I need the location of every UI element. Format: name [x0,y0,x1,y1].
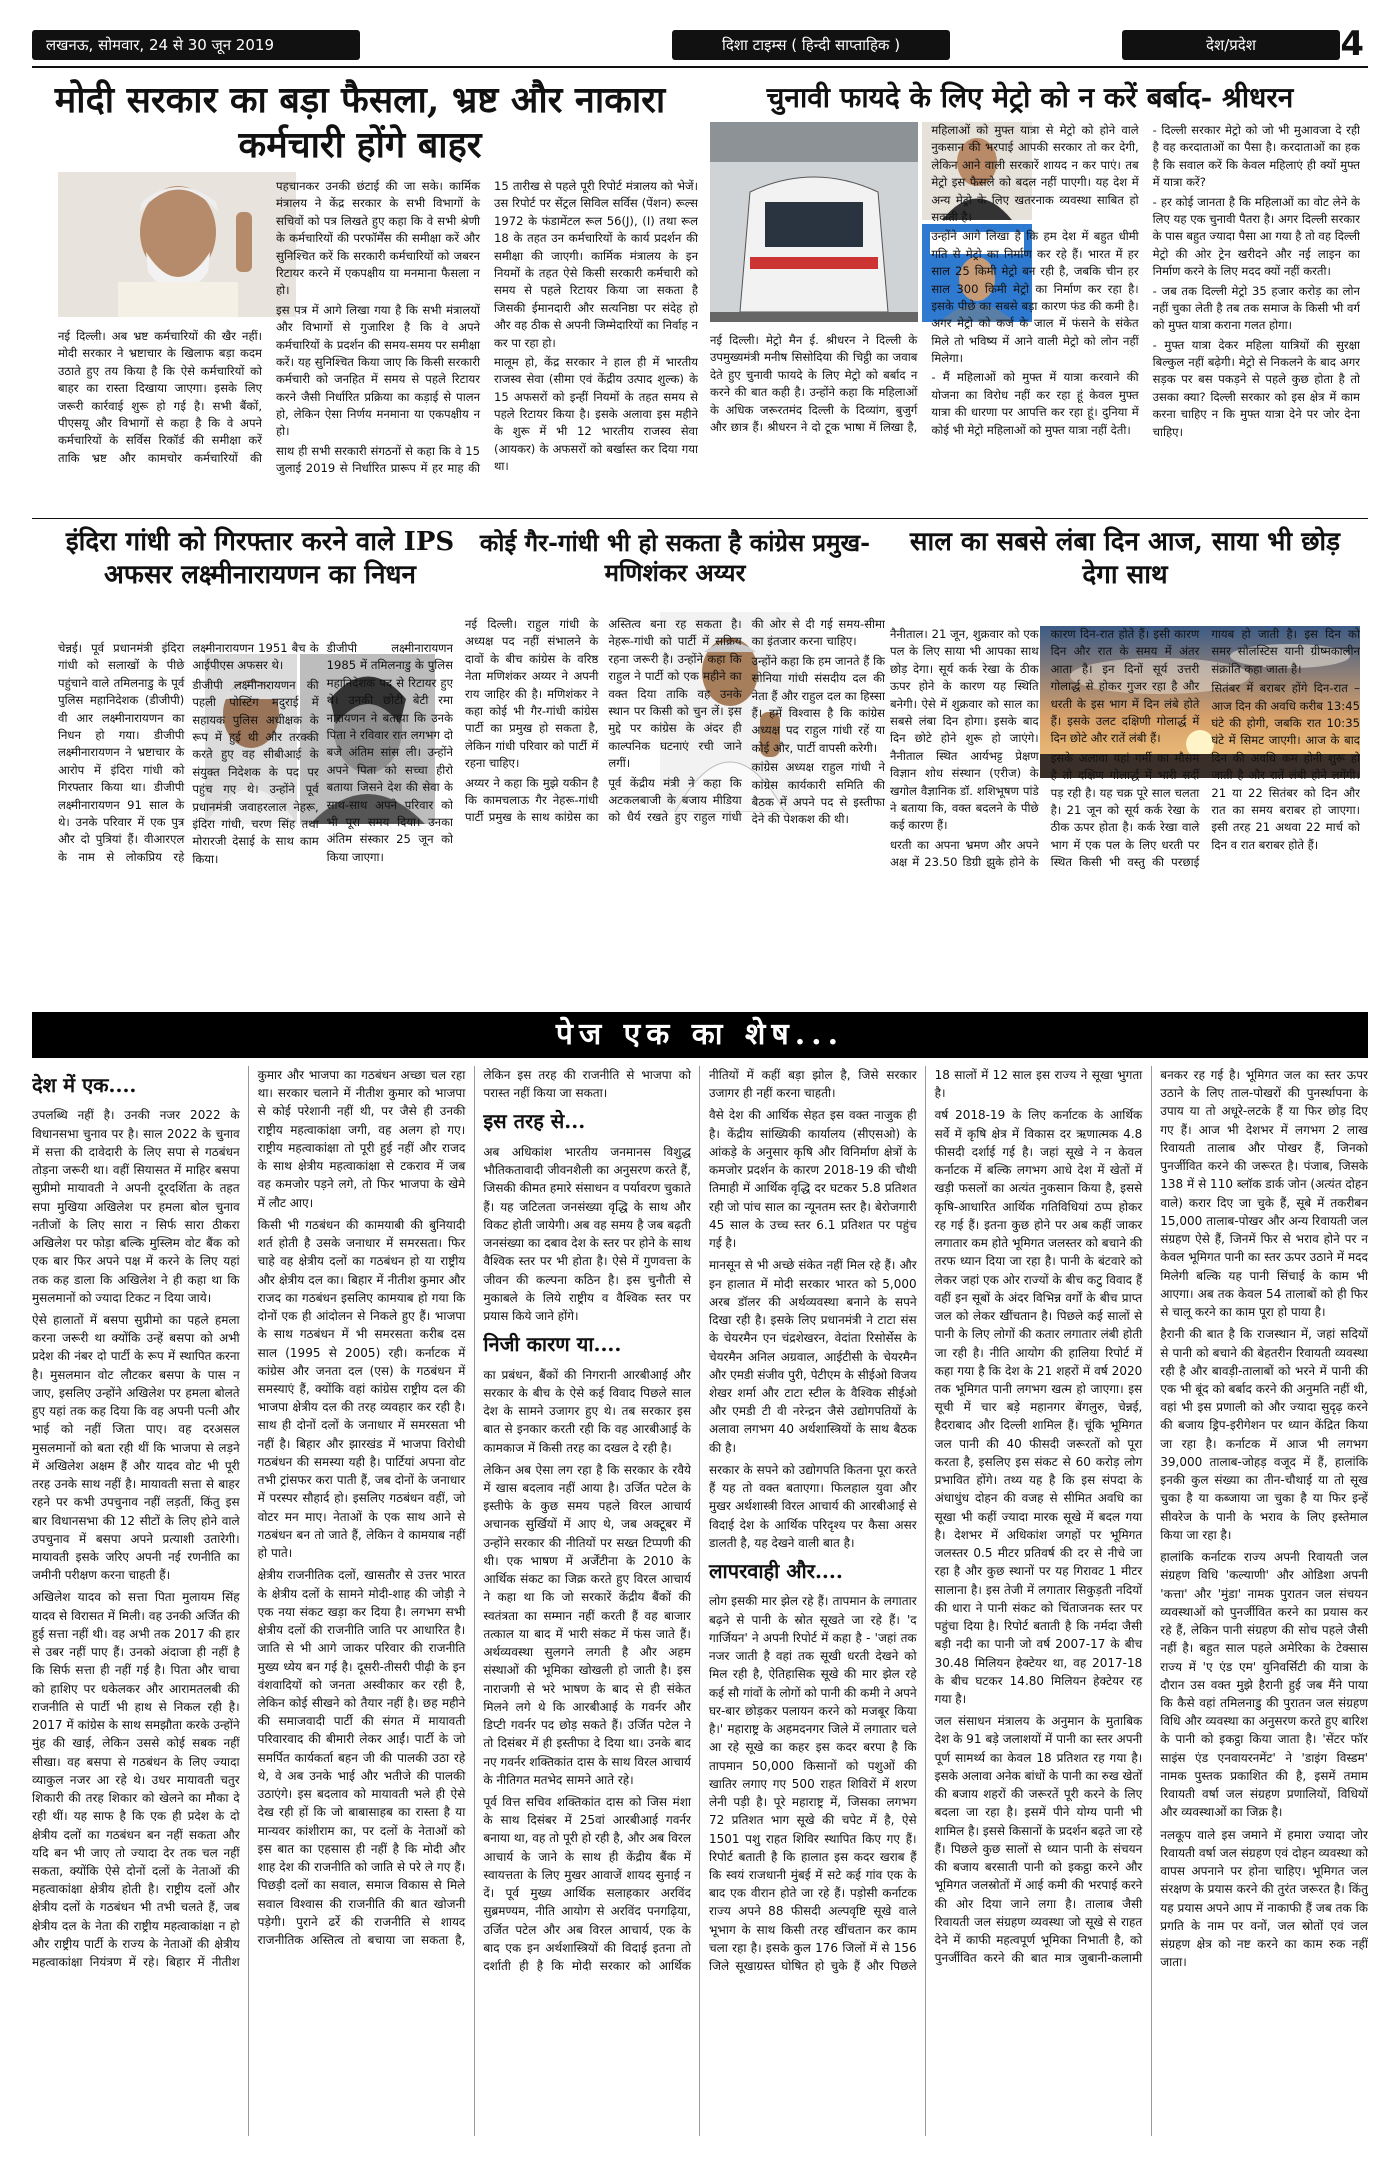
story5-para: धरती का अपना भ्रमण और अपने अक्ष में 23.50 डिग्री झुके होने के कारण दिन-रात होते हैं। इसी कारण दिन और रात के समय में अंतर आता है। इन दिनों सूर्य उत्तरी गोलार्द्ध से होकर गुजर रहा है और धरती के इस भाग में दिन लंबे होते हैं। इसके उलट दक्षिणी गोलार्द्ध में दिन छोटे और रातें लंबी हैं। [890,627,1200,870]
story2-para: - हर कोई जानता है कि महिलाओं का वोट लेने के लिए यह एक चुनावी पैतरा है। अगर दिल्ली सरकार के पास बहुत ज्यादा पैसा आ गया है तो वह दिल्ली मेट्रो की ओर ट्रेन खरीदने और नई लाइन का निर्माण करने के लिए मदद क्यों नहीं करती। [1152,194,1360,279]
desh-para: उपलब्धि नहीं है। उनकी नजर 2022 के विधानसभा चुनाव पर है। साल 2022 के चुनाव में सत्ता की दावेदारी के लिए सपा से गठबंधन तोड़ना जरूरी था। वहीं सियासत में माहिर बसपा सुप्रीमो मायावती ने अपनी दूरदर्शिता के तहत सपा मुखिया अखिलेश पर हमला बोल चुनाव नतीजों के लिए सारा न सिर्फ सारा ठीकरा अखिलेश पर फोड़ा बल्कि मुस्लिम वोट बैंक को एक बार फिर अपने पक्ष में करने के लिए यहां तक कह डाला कि अखिलेश ने ही कहा था कि मुसलमानों को ज्यादा टिकट न दिया जाये। [32,1108,240,1305]
story1-para: मालूम हो, केंद्र सरकार ने हाल ही में भारतीय राजस्व सेवा (सीमा एवं केंद्रीय उत्पाद शुल्क) के 15 अफसरों को इन्हीं नियमों के तहत समय से पहले रिटायर किया है। इसके अलावा इस महीने के शुरू में भी 12 भारतीय राजस्व सेवा (आयकर) के अफसरों को बर्खास्त कर दिया गया था। [494,354,698,474]
desh-heading: देश में एक.... [32,1073,137,1097]
story5-body [890,626,1360,1004]
story4-para: कांग्रेस अध्यक्ष राहुल गांधी ने कांग्रेस कार्यकारी समिति की बैठक में अपने पद से इस्तीफा देने की पेशकश की थी। [751,760,885,827]
story4-para: पूर्व केंद्रीय मंत्री ने कहा कि अटकलबाजी के बजाय मीडिया को धैर्य रखते हुए राहुल गांधी की ओर से दी गई समय-सीमा का इंतजार करना चाहिए। [608,617,885,825]
story4-para: अय्यर ने कहा कि मुझे यकीन है कि कामचलाऊ गैर नेहरू-गांधी पार्टी प्रमुख के साथ कांग्रेस का अस्तित्व बना रह सकता है। नेहरू-गांधी को पार्टी में सक्रिय रहना जरूरी है। उन्होंने कहा कि राहुल ने पार्टी को एक महीने का वक्त दिया ताकि वह उनके स्थान पर किसी को चुन लें। इस मुद्दे पर कांग्रेस के अंदर ही काल्पनिक घटनाएं रची जाने लगीं। [465,617,742,825]
continued-stories [32,1066,1368,2136]
story2-headline: चुनावी फायदे के लिए मेट्रो को न करें बर्बाद- श्रीधरन [766,81,1294,114]
iss-tarah-heading: इस तरह से... [483,1109,586,1134]
niji-heading: निजी कारण या.... [483,1332,622,1357]
laparwahi-heading: लापरवाही और.... [708,1559,843,1584]
niji-para: का प्रबंधन, बैंकों की निगरानी आरबीआई और सरकार के बीच के ऐसे कई विवाद पिछले साल देश के सामने उजागर हुए थे। तब सरकार इस बात से इनकार करती रही कि वह आरबीआई के कामकाज में किसी तरह का दखल दे रही है। [483,1367,691,1455]
laparwahi-para: लोग इसकी मार झेल रहे हैं। तापमान के लगातार बढ़ने से पानी के स्रोत सूखते जा रहे हैं। 'द गार्जियन' ने अपनी रिपोर्ट में कहा है - 'जहां तक नजर जाती है वहां तक सूखी धरती देखने को मिल रही है, ऐतिहासिक सूखे की मार झेल रहे कई सौ गांवों के लोगों को पानी की कमी ने अपने घर-बार छोड़कर पलायन करने को मजबूर किया है।' महाराष्ट्र के अहमदनगर जिले में लगातार चले आ रहे सूखे का कहर इस कदर बरपा है कि तापमान 50,000 किसानों को पशुओं की खातिर लगाए गए 500 राहत शिविरों में शरण लेनी पड़ी है। पूरे महाराष्ट्र में, जिसका लगभग 72 प्रतिशत भाग सूखे की चपेट में है, ऐसे 1501 पशु राहत शिविर स्थापित किए गए हैं। रिपोर्ट बताती है कि हालात इस कदर खराब हैं कि स्वयं राजधानी मुंबई में सटे कई गांव एक के बाद एक वीरान होते जा रहे हैं। पड़ोसी कर्नाटक राज्य अपने 88 फीसदी अल्पवृष्टि सूखे वाले भूभाग के साथ किसी तरह खींचतान कर काम चला रहा है। इसके कुल 176 जिलों में से 156 जिले सूखाग्रस्त घोषित हो चुके हैं और पिछले 18 सालों में 12 साल इस राज्य ने सूखा भुगता है। [708,1068,1143,1974]
story1-para: नई दिल्ली। अब भ्रष्ट कर्मचारियों की खैर नहीं। मोदी सरकार ने भ्रष्टाचार के खिलाफ बड़ा कदम उठाते हुए तय किया है कि ऐसे कर्मचारियों को बाहर का रास्ता दिखाया जाएगा। इसके लिए जरूरी कार्रवाई शुरू हो गई है। सभी बैंकों, पीएसयू और विभागों से कहा है कि वे अपने कर्मचारियों के सर्विस रिकॉर्ड की समीक्षा करें ताकि भ्रष्ट और कामचोर कर्मचारियों की पहचानकर उनकी छंटाई की जा सके। कार्मिक मंत्रालय ने केंद्र सरकार के सभी विभागों के सचिवों को पत्र लिखते हुए कहा कि वे सभी श्रेणी के कर्मचारियों की परफॉर्मेंस की समीक्षा करें और सुनिश्चित करें कि सरकारी कर्मचारियों को जबरन रिटायर करने में एकपक्षीय या मनमाना फैसला न हो। [58,179,480,465]
laparwahi-para: नलकूप वाले इस जमाने में हमारा ज्यादा जोर रिवायती वर्षा जल संग्रहण एवं दोहन व्यवस्था को वापस अपनाने पर होना चाहिए। भूमिगत जल संरक्षण के प्रयास करने की तुरंत जरूरत है। किंतु यह प्रयास अपने आप में नाकाफी हैं जब तक कि प्रगति के नाम पर वनों, जल स्रोतों एवं जल संग्रहण क्षेत्र को नष्ट करने का काम रुक नहीं जाता। [1160,1827,1368,1970]
story4-para: उन्होंने कहा कि हम जानते हैं कि सोनिया गांधी संसदीय दल की नेता हैं और राहुल दल का हिस्सा हैं। हमें विश्वास है कि कांग्रेस अध्यक्ष पद राहुल गांधी रहें या कोई और, पार्टी वापसी करेगी। [751,653,885,755]
story4-body [465,616,885,1006]
story2-para: - मैं महिलाओं को मुफ्त में यात्रा करवाने की योजना का विरोध नहीं कर रहा हूं केवल मुफ्त यात्रा की धारणा पर आपत्ति कर रहा हूं। दुनिया में कोई भी मेट्रो महिलाओं को मुफ्त यात्रा नहीं देती। [931,370,1139,437]
niji-para: सरकार के सपने को उद्योगपति कितना पूरा करते हैं यह तो वक्त बताएगा। फिलहाल युवा और मुखर अर्थशास्त्री विरल आचार्य की आरबीआई से विदाई देश के आर्थिक परिदृश्य पर कैसा असर डालती है, यह देखने वाली बात है। [708,1462,917,1550]
story1-photo-spacer [58,178,262,328]
story4-para: नई दिल्ली। राहुल गांधी के अध्यक्ष पद नहीं संभालने के दावों के बीच कांग्रेस के वरिष्ठ नेता मणिशंकर अय्यर ने अपनी राय जाहिर की है। मणिशंकर ने कहा कोई भी गैर-गांधी कांग्रेस पार्टी का प्रमुख हो सकता है, लेकिन गांधी परिवार को पार्टी में रहना चाहिए। [465,617,599,771]
story5-para: सितंबर में बराबर होंगे दिन-रात – आज दिन की अवधि करीब 13:45 घंटे की होगी, जबकि रात 10:35 घंटे में सिमट जाएगी। आज के बाद दिन की अवधि कम होनी शुरू हो जाती है और रातें लंबी होने लगेंगी। 21 या 22 सितंबर को दिन और रात का समय बराबर हो जाएगा। इसी तरह 21 अथवा 22 मार्च को दिन व रात बराबर होते हैं। [1211,681,1360,852]
laparwahi-para: वर्ष 2018-19 के लिए कर्नाटक के आर्थिक सर्वे में कृषि क्षेत्र में विकास दर ऋणात्मक 4.8 फीसदी दर्शाई गई है। जहां सूखे ने न केवल कर्नाटक में बल्कि लगभग आधे देश में खेतों में खड़ी फसलों का अत्यंत नुकसान किया है, इससे कृषि-आधारित आर्थिक गतिविधियां ठप्प होकर रह गई हैं। इतना कुछ होने पर अब कहीं जाकर लगातार कम होते भूमिगत जलस्तर को बचाने की तरफ ध्यान दिया जा रहा है। पानी के बंटवारे को लेकर जहां एक ओर राज्यों के बीच कटु विवाद हैं वहीं इन सूबों के अंदर विभिन्न वर्गों के बीच प्राप्त जल को लेकर खींचतान है। पिछले कई सालों से पानी के लिए लोगों की कतार लगातार लंबी होती जा रही है। नीति आयोग की हालिया रिपोर्ट में कहा गया है कि देश के 21 शहरों में वर्ष 2020 तक भूमिगत पानी लगभग खत्म हो जाएगा। इस सूची में चार बड़े महानगर बेंगलुरु, चेन्नई, हैदराबाद और दिल्ली शामिल हैं। चूंकि भूमिगत जल पानी की 40 फीसदी जरूरतों को पूरा करता है, इसलिए इस संकट से 60 करोड़ लोग प्रभावित होंगे। तथ्य यह है कि इस संपदा के अंधाधुंध दोहन की वजह से सीमित अवधि का सूखा भी कहीं ज्यादा मारक सूखे में बदल गया है। देशभर में अधिकांश जगहों पर भूमिगत जलस्तर 0.5 मीटर प्रतिवर्ष की दर से नीचे जा रहा है और कुछ स्थानों पर यह गिरावट 1 मीटर सालाना है। इस तेजी में लगातार सिकुड़ती नदियों की धारा ने पानी संकट को चिंताजनक स्तर पर पहुंचा दिया है। रिपोर्ट बताती है कि नर्मदा जैसी बड़ी नदी का पानी जो वर्ष 2007-17 के बीच 30.48 मिलियन हेक्टेयर था, वह 2017-18 के बीच घटकर 14.80 मिलियन हेक्टेयर रह गया है। [934,1108,1143,1706]
story2-para: - दिल्ली सरकार मेट्रो को जो भी मुआवजा दे रही है वह करदाताओं का पैसा है। करदाताओं का हक है कि सवाल करें कि केवल महिलाएं ही क्यों मुफ्त में यात्रा करें? [1152,123,1360,190]
page-number: 4 [1340,24,1364,64]
story2-photo-spacer [710,122,917,332]
story3-para: डीजीपी लक्ष्मीनारायणन 1985 में तमिलनाडु के पुलिस महानिदेशक पद से रिटायर हुए थे। उनकी छोटी बेटी रमा नारायणन ने बताया कि उनके पिता ने रविवार रात लगभग दो बजे अंतिम सांस ली। उन्होंने अपने पिता को सच्चा हीरो बताया जिसने देश की सेवा के साथ-साथ अपने परिवार को भी पूरा समय दिया। उनका अंतिम संस्कार 25 जून को किया जाएगा। [326,641,453,864]
laparwahi-para: जल संसाधन मंत्रालय के अनुमान के मुताबिक देश के 91 बड़े जलाशयों में पानी का स्तर अपनी पूर्ण सामर्थ्य का केवल 18 प्रतिशत रह गया है। इसके अलावा अनेक बांधों के पानी का रुख खेतों की बजाय शहरों की जरूरतें पूरी करने के लिए बदला जा रहा है। इसमें पीने योग्य पानी भी शामिल है। इससे किसानों के प्रदर्शन बढ़ते जा रहे हैं। पिछले कुछ सालों से ध्यान पानी के संचयन की बजाय बरसाती पानी को इकट्ठा करने और भूमिगत जलस्रोतों में आई कमी की भरपाई करने की ओर दिया जाने लगा है। तालाब जैसी रिवायती जल संग्रहण व्यवस्था जो सूखे से राहत देने में काफी महत्वपूर्ण भूमिका निभाती है, को पुनर्जीवित करने की बात मात्र जुबानी-कलामी बनकर रह गई है। भूमिगत जल का स्तर ऊपर उठाने के लिए ताल-पोखरों की पुनर्स्थापना के उपाय या तो अधूरे-लटके हैं या फिर छोड़ दिए गए हैं। आज भी देशभर में लगभग 2 लाख रिवायती तालाब और पोखर हैं, जिनको पुनर्जीवित करने की जरूरत है। पंजाब, जिसके 138 में से 110 ब्लॉक डार्क जोन (अत्यंत दोहन वाले) करार दिए जा चुके हैं, सूबे में तकरीबन 15,000 तालाब-पोखर और अन्य रिवायती जल संग्रहण ऐसे हैं, जिनमें फिर से भराव होने पर न केवल भूमिगत पानी का स्तर ऊपर उठाने में मदद मिलेगी बल्कि यह पानी सिंचाई के काम भी आएगा। अब तक केवल 54 तालाबों को ही फिर से चालू करने का काम पूरा हो पाया है। [934,1068,1368,1966]
story2-para: उन्होंने आगे लिखा है कि हम देश में बहुत धीमी गति से मेट्रो का निर्माण कर रहे हैं। भारत में हर साल 25 किमी मेट्रो बन रही है, जबकि चीन हर साल 300 किमी मेट्रो का निर्माण कर रहा है। इसके पीछे का सबसे बड़ा कारण फंड की कमी है। अगर मेट्रो को कर्ज के जाल में फंसने के संकेत मिले तो भविष्य में आने वाली मेट्रो को लोन नहीं मिलेगा। [931,229,1139,366]
story2-para: नई दिल्ली। मेट्रो मैन ई. श्रीधरन ने दिल्ली के उपमुख्यमंत्री मनीष सिसोदिया की चिट्ठी का जवाब देते हुए चुनावी फायदे के लिए मेट्रो को बर्बाद न करने की बात कही है। उन्होंने कहा कि महिलाओं के अधिक जरूरतमंद दिल्ली के दिव्यांग, बुजुर्ग और छात्र हैं। श्रीधरन ने दो टूक भाषा में लिखा है, महिलाओं को मुफ्त यात्रा से मेट्रो को होने वाले नुकसान की भरपाई आपकी सरकार तो कर देगी, लेकिन आने वाली सरकारें शायद न कर पाएं। तब मेट्रो इस फैसले को बदल नहीं पाएगी। यह देश में अन्य मेट्रो के लिए खतरनाक व्यवस्था साबित हो सकती है। [710,123,1139,434]
story5-para: नैनीताल। 21 जून, शुक्रवार को एक पल के लिए साया भी आपका साथ छोड़ देगा। सूर्य कर्क रेखा के ठीक ऊपर होने के कारण यह स्थिति बनेगी। ऐसे में शुक्रवार को साल का सबसे लंबा दिन होगा। इसके बाद दिन छोटे होने शुरू हो जाएंगे। नैनीताल स्थित आर्यभट्ट प्रेक्षण विज्ञान शोध संस्थान (एरीज) के खगोल वैज्ञानिक डॉ. शशिभूषण पांडे ने बताया कि, वक्त बदलने के पीछे कई कारण हैं। [890,627,1039,833]
desh-para: ऐसे हालातों में बसपा सुप्रीमो का पहले हमला करना जरूरी था क्योंकि उन्हें बसपा को अभी प्रदेश की नंबर दो पार्टी के रूप में स्थापित करना है। मुसलमान वोट लौटकर बसपा के पास न जाए, इसलिए उन्होंने अखिलेश पर हमला बोलते हुए यहां तक कह दिया कि वह अपनी पत्नी और भाई को नहीं जिता पाए। वह दरअसल मुसलमानों को बता रही थीं कि भाजपा से लड़ने में अखिलेश अक्षम हैं और यादव वोट भी पूरी तरह उनके साथ नहीं है। मायावती सत्ता से बाहर रहने पर कभी उपचुनाव नहीं लड़तीं, किंतु इस बार विधानसभा की 12 सीटों के लिए होने वाले उपचुनाव में बसपा अपने प्रत्याशी उतारेगी। मायावती इसके जरिए अपनी नई रणनीति का जमीनी परीक्षण करना चाहती हैं। [32,1312,240,1583]
story3-para: डीजीपी लक्ष्मीनारायणन की पहली पोस्टिंग मदुराई में सहायक पुलिस अधीक्षक के रूप में हुई थी और तरक्की करते हुए वह सीबीआई के संयुक्त निदेशक के पद पर पहुंच गए थे। उन्होंने पूर्व प्रधानमंत्री जवाहरलाल नेहरू, इंदिरा गांधी, चरण सिंह तथा मोरारजी देसाई के साथ काम किया। [192,677,319,866]
niji-para: मानसून से भी अच्छे संकेत नहीं मिल रहे हैं। और इन हालात में मोदी सरकार भारत को 5,000 अरब डॉलर की अर्थव्यवस्था बनाने के सपने दिखा रही है। इसके लिए प्रधानमंत्री ने टाटा संस के चेयरमैन एन चंद्रशेखरन, वेदांता रिसोर्सेस के चेयरमैन अनिल अग्रवाल, आईटीसी के चेयरमैन और एमडी संजीव पुरी, पेटीएम के सीईओ विजय शेखर शर्मा और टाटा स्टील के वैश्विक सीईओ और एमडी टी वी नरेन्द्रन जैसे उद्योगपतियों के अलावा लगभग 40 अर्थशास्त्रियों के साथ बैठक की है। [708,1258,917,1455]
story1-body [58,178,698,508]
story2-para: - जब तक दिल्ली मेट्रो 35 हजार करोड़ का लोन नहीं चुका लेती है तब तक समाज के किसी भी वर्ग को मुफ्त यात्रा कराना गलत होगा। [1152,283,1360,333]
story2-para: - मुफ्त यात्रा देकर महिला यात्रियों की सुरक्षा बिल्कुल नहीं बढ़ेगी। मेट्रो से निकलने के बाद अगर सड़क पर बस पकड़ने से पहले कुछ होता है तो उसका क्या? दिल्ली सरकार को इस क्षेत्र में काम करना चाहिए न कि मुफ्त यात्रा देने पर जोर देना चाहिए। [1152,337,1360,439]
issue-date: लखनऊ, सोमवार, 24 से 30 जून 2019 [32,30,360,60]
desh-para: अखिलेश यादव को सत्ता पिता मुलायम सिंह यादव से विरासत में मिली। वह उनकी अर्जित की हुई सत्ता नहीं थी। वह अभी तक 2017 की हार से उबर नहीं पाए हैं। उनको अंदाजा ही नहीं है कि सिर्फ सत्ता ही नहीं गई है। पिता और चाचा को हाशिए पर धकेलकर और आरामतलबी की राजनीति से पार्टी भी हाथ से निकल रही है। 2017 में कांग्रेस के साथ समझौता करके उन्होंने मुंह की खाई, लेकिन उससे कोई सबक नहीं सीखा। वह बसपा से गठबंधन के लिए ज्यादा व्याकुल नजर आ रहे थे। उधर मायावती चतुर शिकारी की तरह शिकार को खेलने का मौका दे रही थीं। यह साफ है कि एक ही प्रदेश के दो क्षेत्रीय दलों का गठबंधन बन नहीं सकता और यदि बन भी जाए तो ज्यादा देर तक चल नहीं सकता, क्योंकि ऐसे दोनों दलों के नेताओं की महत्वाकांक्षा क्षेत्रीय होती है। राष्ट्रीय दलों और क्षेत्रीय दलों के गठबंधन भी तभी चलते हैं, जब क्षेत्रीय दल के नेता की राष्ट्रीय महत्वाकांक्षा न हो और राष्ट्रीय पार्टी के राज्य के नेताओं की क्षेत्रीय महत्वाकांक्षा नियंत्रण में रहे। बिहार में नीतीश कुमार और भाजपा का गठबंधन अच्छा चल रहा था। सरकार चलाने में नीतीश कुमार को भाजपा से कोई परेशानी नहीं थी, पर जैसे ही उनकी राष्ट्रीय महत्वाकांक्षा जगी, वह अलग हो गए। राष्ट्रीय महत्वाकांक्षा तो पूरी हुई नहीं और राजद के साथ क्षेत्रीय महत्वाकांक्षा से टकराव में जब वह कमजोर पड़ने लगे, तो फिर भाजपा के खेमे में लौट आए। [32,1068,466,1970]
story1-headline: मोदी सरकार का बड़ा फैसला, भ्रष्ट और नाकारा कर्मचारी होंगे बाहर [54,79,666,166]
section-rule [32,518,1368,519]
laparwahi-para: हैरानी की बात है कि राजस्थान में, जहां सदियों से पानी को बचाने की बेहतरीन रिवायती व्यवस्था रही है और बावड़ी-तालाबों को भरने में पानी की एक भी बूंद को बर्बाद करने की अनुमति नहीं थी, वहां भी इस प्रणाली को और ज्यादा सुदृढ़ करने की बजाय ड्रिप-इरीगेशन पर ध्यान केंद्रित किया जा रहा है। कर्नाटक में आज भी लगभग 39,000 तालाब-जोहड़ वजूद में हैं, हालांकि इनकी कुल संख्या का तीन-चौथाई या तो सूख चुका है या कब्जाया जा चुका है या फिर इन्हें सीवरेज के पानी के भराव के लिए इस्तेमाल किया जा रहा है। [1160,1327,1368,1542]
desh-para: किसी भी गठबंधन की कामयाबी की बुनियादी शर्त होती है उसके जनाधार में समरसता। फिर चाहे वह क्षेत्रीय दलों का गठबंधन हो या राष्ट्रीय और क्षेत्रीय दल का। बिहार में नीतीश कुमार और राजद का गठबंधन इसलिए कामयाब हो गया कि दोनों एक ही आंदोलन से निकले हुए हैं। भाजपा के साथ गठबंधन में भी समरसता करीब दस साल (1995 से 2005) रही। कर्नाटक में कांग्रेस और जनता दल (एस) के गठबंधन में समस्याएं हैं, क्योंकि वहां कांग्रेस राष्ट्रीय दल की भाजपा क्षेत्रीय दल की तरह व्यवहार कर रही है। साथ ही दोनों दलों के जनाधार में समरसता भी नहीं है। बिहार और झारखंड में भाजपा विरोधी गठबंधन की समस्या यही है। पार्टियां अपना वोट तभी ट्रांसफर करा पाती हैं, जब दोनों के जनाधार में परस्पर सौहार्द हो। इसलिए गठबंधन वहीं, जो वोटर मन माए। नेताओं के एक साथ आने से गठबंधन बन तो जाते हैं, लेकिन वे कामयाब नहीं हो पाते। [257,1217,466,1561]
desh-para: क्षेत्रीय राजनीतिक दलों, खासतौर से उत्तर भारत के क्षेत्रीय दलों के सामने मोदी-शाह की जोड़ी ने एक नया संकट खड़ा कर दिया है। लगभग सभी क्षेत्रीय दलों की राजनीति जाति पर आधारित है। जाति से भी आगे जाकर परिवार की राजनीति मुख्य ध्येय बन गई है। दूसरी-तीसरी पीढ़ी के इन वंशवादियों को जनता अस्वीकार कर रही है, लेकिन कोई सीखने को तैयार नहीं है। छह महीने की समाजवादी पार्टी की संगत में मायावती परिवारवाद की बीमारी लेकर आईं। पार्टी के जो समर्पित कार्यकर्ता बहन जी की पालकी उठा रहे थे, वे अब उनके भाई और भतीजे की पालकी उठाएंगे। इस बदलाव को मायावती भले ही ऐसे देख रही हों कि जो बाबासाहब का रास्ता है या मान्यवर कांशीराम का, पर दलों के नेताओं को इस बात का एहसास ही नहीं है कि मोदी और शाह देश की राजनीति को जाति से परे ले गए हैं। पिछड़ी दलों का सवाल, समाज विकास से मिले सवाल विश्वास की राजनीति की बात खोजनी पड़ेगी। पुराने ढर्रे की राजनीति से शायद राजनीतिक अस्तित्व तो बचाया जा सकता है, लेकिन इस तरह की राजनीति से भाजपा को परास्त नहीं किया जा सकता। [257,1068,691,1948]
story3-body [58,640,453,1005]
page-header [32,24,1372,64]
story1-para: इस पत्र में आगे लिखा गया है कि सभी मंत्रालयों और विभागों से गुजारिश है कि वे अपने कर्मचारियों के प्रदर्शन की समय-समय पर समीक्षा करें। यह सुनिश्चित किया जाए कि किसी सरकारी कर्मचारी को जनहित में समय से पहले रिटायर करने जैसी निर्धारित प्रक्रिया का कड़ाई से पालन हो, लेकिन ऐसा निर्णय मनमाना या एकपक्षीय न हो। [276,302,480,439]
story5-headline: साल का सबसे लंबा दिन आज, साया भी छोड़ देगा साथ [909,527,1341,590]
story3-para: चेन्नई। पूर्व प्रधानमंत्री इंदिरा गांधी को सलाखों के पीछे पहुंचाने वाले तमिलनाडु के पूर्व पुलिस महानिदेशक (डीजीपी) वी आर लक्ष्मीनारायणन का निधन हो गया। डीजीपी लक्ष्मीनारायणन ने भ्रष्टाचार के आरोप में इंदिरा गांधी को गिरफ्तार किया था। डीजीपी लक्ष्मीनारायणन 91 साल के थे। उनके परिवार में एक पुत्र और दो पुत्रियां हैं। वीआरएल के नाम से लोकप्रिय रहे लक्ष्मीनारायणन 1951 बैच के आईपीएस अफसर थे। [58,641,319,864]
paper-name: दिशा टाइम्स ( हिन्दी साप्ताहिक ) [672,30,950,60]
continued-band: पेज एक का शेष... [32,1012,1368,1058]
section-label: देश/प्रदेश [1122,30,1340,60]
story4-headline: कोई गैर-गांधी भी हो सकता है कांग्रेस प्रमुख- मणिशंकर अय्यर [479,528,871,587]
iss-tarah-para: अब अधिकांश भारतीय जनमानस विशुद्ध भौतिकतावादी जीवनशैली का अनुसरण करते हैं, जिसकी कीमत हमारे संसाधन व पर्यावरण चुकाते हैं। यह जटिलता जनसंख्या वृद्धि के साथ और विकट होती जायेगी। अब वह समय है जब बढ़ती जनसंख्या का दबाव देश के स्तर पर होने के साथ वैश्विक स्तर पर भी होता है। ऐसे में गुणवत्ता के जीवन की कल्पना कठिन है। इस चुनौती से मुकाबले के लिये राष्ट्रीय व वैश्विक स्तर पर प्रयास किये जाने होंगे। [483,1144,691,1323]
story3-headline: इंदिरा गांधी को गिरफ्तार करने वाले IPS अफसर लक्ष्मीनारायणन का निधन [65,527,455,590]
header-rule [32,66,1368,68]
niji-para: वैसे देश की आर्थिक सेहत इस वक्त नाजुक ही है। केंद्रीय सांख्यिकी कार्यालय (सीएसओ) के आंकड़े के अनुसार कृषि और विनिर्माण क्षेत्रों के कमजोर प्रदर्शन के कारण 2018-19 की चौथी तिमाही में आर्थिक वृद्धि दर घटकर 5.8 प्रतिशत रही जो पांच साल का न्यूनतम स्तर है। बेरोजगारी 45 साल के उच्च स्तर 6.1 प्रतिशत पर पहुंच गई है। [708,1108,917,1251]
story5-para: इसके अलावा यहां गर्मी का मौसम है तो दक्षिण गोलार्द्ध में भारी सर्दी पड़ रही है। यह चक्र पूरे साल चलता है। 21 जून को सूर्य कर्क रेखा के ठीक ऊपर होता है। कर्क रेखा वाले भाग में एक पल के लिए धरती पर स्थित किसी भी वस्तु की परछाई गायब हो जाती है। इस दिन को समर सोलस्टिस यानी ग्रीष्मकालीन संक्रांति कहा जाता है। [1050,627,1360,870]
story2-body [710,122,1360,510]
niji-para: पूर्व वित्त सचिव शक्तिकांत दास को जिस मंशा के साथ दिसंबर में 25वां आरबीआई गवर्नर बनाया था, वह तो पूरी हो रही है, और अब विरल आचार्य के जाने के साथ ही केंद्रीय बैंक में स्वायत्तता के लिए मुखर आवाजें शायद सुनाई न दें। पूर्व मुख्य आर्थिक सलाहकार अरविंद सुब्रमण्यम, नीति आयोग से अरविंद पनगढ़िया, उर्जित पटेल और अब विरल आचार्य, एक के बाद एक इन अर्थशास्त्रियों की विदाई इतना तो दर्शाती ही है कि मोदी सरकार को आर्थिक नीतियों में कहीं बड़ा झोल है, जिसे सरकार उजागर ही नहीं करना चाहती। [483,1068,917,1974]
story1-para: साथ ही सभी सरकारी संगठनों से कहा कि वे 15 जुलाई 2019 से निर्धारित प्रारूप में हर माह की 15 तारीख से पहले पूरी रिपोर्ट मंत्रालय को भेजें। उस रिपोर्ट पर सेंट्रल सिविल सर्विस (पेंशन) रूल्स 1972 के फंडामेंटल रूल 56(J), (I) तथा रूल 18 के तहत उन कर्मचारियों के कार्य प्रदर्शन की समीक्षा की जाएगी। कार्मिक मंत्रालय के इन नियमों के तहत ऐसे किसी सरकारी कर्मचारी को समय से पहले रिटायर किया जा सकता है जिसकी ईमानदारी और सत्यनिष्ठा पर संदेह हो और वह ठीक से अपनी जिम्मेदारियों का निर्वाह न कर पा रहा हो। [276,179,698,476]
laparwahi-para: हालांकि कर्नाटक राज्य अपनी रिवायती जल संग्रहण विधि 'कल्याणी' और ओडिशा अपनी 'कत्ता' और 'मुंडा' नामक पुरातन जल संचयन व्यवस्थाओं को पुनर्जीवित करने का प्रयास कर रहे हैं, लेकिन पानी संग्रहण की सोच पहले जैसी नहीं है। बहुत साल पहले अमेरिका के टेक्सास राज्य में 'ए एंड एम' युनिवर्सिटी की यात्रा के दौरान उस वक्त मुझे हैरानी हुई जब मैंने पाया कि कैसे वहां तमिलनाडु की पुरातन जल संग्रहण विधि और व्यवस्था का अनुसरण करते हुए बारिश के पानी को इकट्ठा किया जाता है। 'सेंटर फॉर साइंस एंड एनवायरनमेंट' ने 'डाइंग विस्डम' नामक पुस्तक प्रकाशित की है, इसमें तमाम रिवायती वर्षा जल संग्रहण प्रणालियों, विधियों और व्यवस्थाओं का जिक्र है। [1160,1550,1368,1820]
niji-para: लेकिन अब ऐसा लग रहा है कि सरकार के रवैये में खास बदलाव नहीं आया है। उर्जित पटेल के इस्तीफे के कुछ समय पहले विरल आचार्य अचानक सुर्खियों में आए थे, जब अक्टूबर में उन्होंने सरकार की नीतियों पर सख्त टिप्पणी की थी। एक भाषण में अर्जेंटीना के 2010 के आर्थिक संकट का जिक्र करते हुए विरल आचार्य ने कहा था कि जो सरकारें केंद्रीय बैंकों की स्वतंत्रता का सम्मान नहीं करती हैं वह बाजार तत्काल या बाद में भारी संकट में फंस जाते हैं। अर्थव्यवस्था सुलगने लगती है और अहम संस्थाओं की भूमिका खोखली हो जाती है। इस नाराजगी से भरे भाषण के बाद से ही संकेत मिलने लगे थे कि आरबीआई के गवर्नर और डिप्टी गवर्नर पद छोड़ सकते हैं। उर्जित पटेल ने तो दिसंबर में ही इस्तीफा दे दिया था। उनके बाद नए गवर्नर शक्तिकांत दास के साथ विरल आचार्य के नीतिगत मतभेद सामने आते रहे। [483,1462,691,1787]
